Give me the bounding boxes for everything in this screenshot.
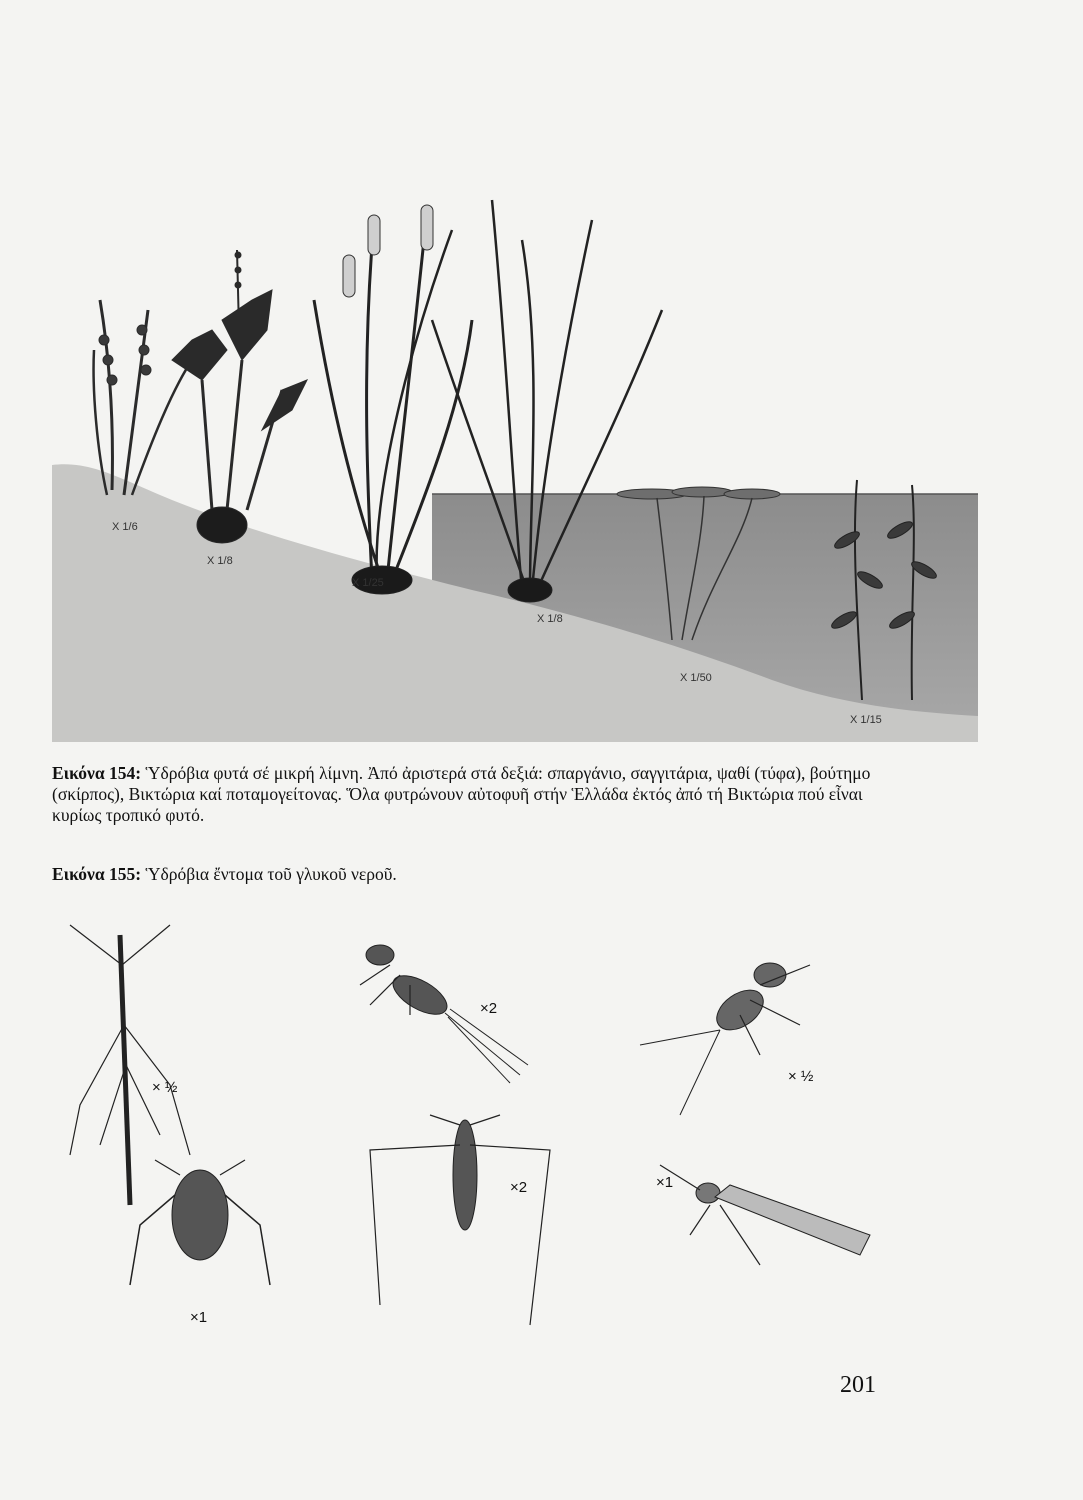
figure-155-label: Εικόνα 155:	[52, 864, 142, 884]
sagittaria-plant	[172, 250, 307, 543]
scale-label-typha: X 1/25	[352, 577, 384, 589]
scale-label-potamogeton: X 1/15	[850, 714, 882, 726]
water-stick-insect	[70, 925, 190, 1205]
backswimmer	[130, 1160, 270, 1326]
dragonfly-larva	[360, 945, 528, 1083]
scale-mayfly-larva: × ½	[788, 1068, 814, 1085]
scale-water-strider: ×2	[510, 1179, 528, 1196]
scale-dragonfly-larva: ×2	[480, 1000, 498, 1017]
scale-backswimmer: ×1	[190, 1309, 208, 1326]
figure-154-text: Ὑδρόβια φυτά σέ μικρή λίμνη. Ἀπό ἀριστερά στά δεξιά: σπαργάνιο, σαγγιτάρια, ψαθί (τύφα), βούτημο (σκίρπος), Βικτώρια καί ποταμογείτονας. Ὅλα φυτρώνουν αὐτοφυῆ στήν Ἑλλάδα ἐκτός ἀπό τή Βικτώρια πού εἶναι κυρίως τροπικό φυτό.	[52, 763, 871, 825]
scale-label-sagittaria: X 1/8	[207, 555, 233, 567]
scale-water-stick-insect: × ½	[152, 1079, 178, 1096]
figure-154-caption	[52, 763, 892, 826]
figure-154-label: Εικόνα 154:	[52, 763, 142, 783]
water-strider	[370, 1115, 550, 1325]
figure-155-text: Ὑδρόβια ἔντομα τοῦ γλυκοῦ νεροῦ.	[145, 864, 397, 884]
aquatic-insects-illustration	[60, 905, 960, 1345]
figure-155-caption	[52, 864, 892, 885]
scale-label-sparganium: X 1/6	[112, 521, 138, 533]
pond-plants-illustration	[52, 160, 978, 742]
page-number: 201	[840, 1372, 876, 1398]
scale-label-victoria: X 1/50	[680, 672, 712, 684]
scale-label-scirpus: X 1/8	[537, 613, 563, 625]
scale-stonefly: ×1	[656, 1174, 674, 1191]
mayfly-larva	[640, 963, 814, 1115]
sparganium-plant	[94, 300, 192, 495]
stonefly	[656, 1165, 870, 1265]
